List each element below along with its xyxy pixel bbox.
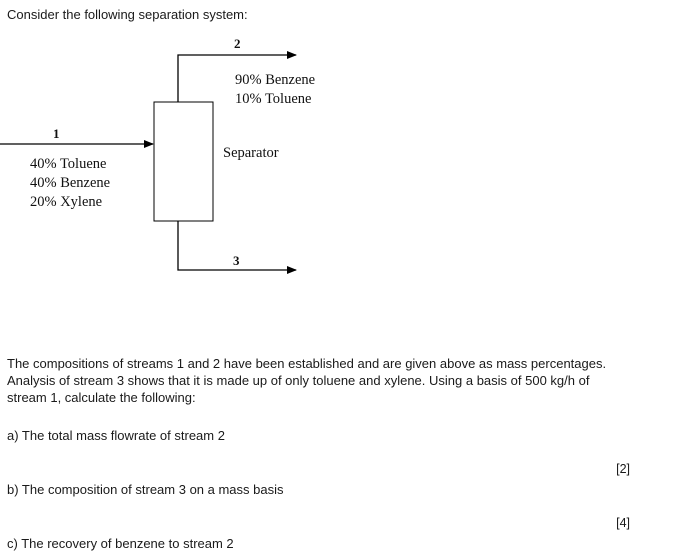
stream-2-label: 2 [234,36,241,51]
question-b: b) The composition of stream 3 on a mass basis [7,482,284,497]
feed-composition-benzene: 40% Benzene [30,175,111,191]
separator-label: Separator [223,145,279,161]
feed-composition-toluene: 40% Toluene [30,156,107,172]
description-line: The compositions of streams 1 and 2 have been established and are given above as mass percentages. [7,356,607,371]
intro-text: Consider the following separation system: [7,7,248,22]
top-composition-toluene: 10% Toluene [235,91,312,107]
description-line: Analysis of stream 3 shows that it is made up of only toluene and xylene. Using a basis of 500 kg/h of [7,373,590,388]
question-a: a) The total mass flowrate of stream 2 [7,428,225,443]
separator-box [154,102,213,221]
top-composition-benzene: 90% Benzene [235,72,316,88]
feed-composition-xylene: 20% Xylene [30,194,103,210]
description-line: stream 1, calculate the following: [7,390,196,405]
question-b-marks: [4] [616,516,630,530]
stream-3-label: 3 [233,253,240,268]
problem-description [7,355,647,406]
stream-1-label: 1 [53,126,60,141]
question-c: c) The recovery of benzene to stream 2 [7,536,234,551]
question-a-marks: [2] [616,462,630,476]
